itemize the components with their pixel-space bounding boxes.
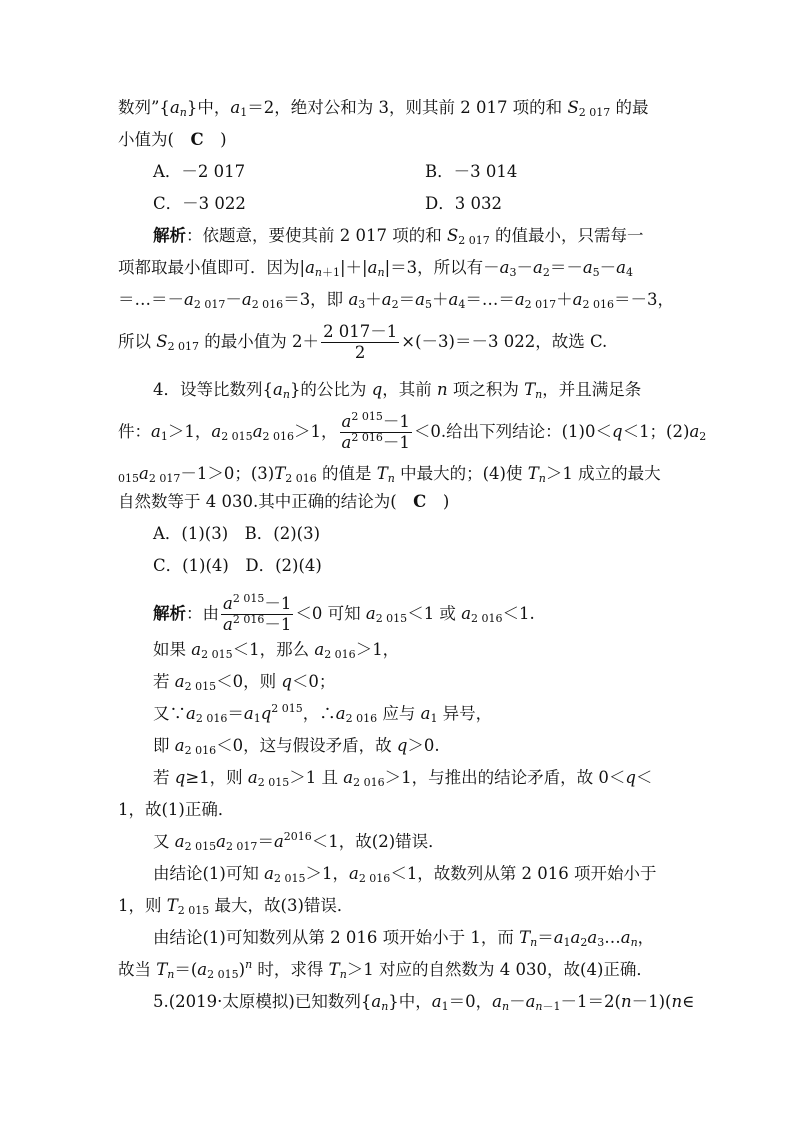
- sol4-line-6: 若 q≥1，则 $a_{2 015}>1$ 且 $a_{2 016}>1$，与推出的结论矛盾，故 0＜q＜: [153, 768, 653, 789]
- sol4-line-10: 1，则 $T_{2 015}$ 最大，故(3)错误．: [118, 896, 354, 917]
- q4-choices-ab: A．(1)(3) B．(2)(3): [153, 524, 321, 543]
- choice-c: C．－3 022: [153, 194, 246, 213]
- q4-line-1: 4．设等比数列$\{a_n\}$的公比为 q，其前 n 项之积为 $T_n$，并且满足条: [153, 380, 642, 401]
- sol4-line-11: 由结论(1)可知数列从第 2 016 项开始小于 1，而 $T_n=a_1a_2a_3\dots a_n$，: [153, 928, 655, 949]
- sol4-line-7: 1，故(1)正确．: [118, 800, 235, 819]
- sol4-line-9: 由结论(1)可知 $a_{2 015}>1$，$a_{2 016}<1$，故数列从第 2 016 项开始小于: [153, 864, 657, 885]
- q4-line-3: $_{015}a_{2 017}-1>0$；$(3)T_{2 016}$ 的值是 $T_n$ 中最大的；(4)使 $T_n>1$ 成立的最大: [118, 464, 661, 485]
- sol3-line-4: 所以 $S_{2 017}$ 的最小值为 2＋ $\frac{2 017-1}{2}$ ×(－3)＝－3 022，故选 C.: [118, 322, 608, 362]
- q3-line-2: 小值为( C ): [118, 130, 227, 149]
- sol4-line-8: 又 $a_{2 015}a_{2 017}=a^{2016}<1$，故(2)错误．: [153, 830, 445, 853]
- sol-fraction: $\frac{a^{2 015}-1}{a^{2 016}-1}$: [223, 592, 292, 634]
- q4-line-2: 件：$a_1>1$，$a_{2 015}a_{2 016}>1$， $\frac{a^{2 015}-1}{a^{2 016}-1}$ ＜0.给出下列结论：(1)0＜q＜1；$(2)a_2$: [118, 410, 707, 452]
- sol4-line-5: 即 $a_{2 016}<0$，这与假设矛盾，故 q＞0.: [153, 736, 440, 757]
- sol3-text: ：依题意，要使其前 2 017 项的和: [186, 226, 442, 245]
- q5-line-1: 5.(2019·太原模拟)已知数列$\{a_n\}$中，$a_1=0$，$a_n-a_{n-1}-1=2(n-1)(n\in$: [153, 992, 695, 1013]
- sol4-line-2: 如果 $a_{2 015}<1$，那么 $a_{2 016}>1$，: [153, 640, 400, 661]
- choice-b: B．－3 014: [425, 162, 518, 181]
- q4-choices-cd: C．(1)(4) D．(2)(4): [153, 556, 322, 575]
- choice-d: D．3 032: [425, 194, 502, 213]
- sol3-line-2: 项都取最小值即可．因为$|a_{n+1}|+|a_n|=3$，所以有$-a_3-a_2=-a_5-a_4$: [118, 258, 633, 279]
- sol4-line-1: 解析：由 $\frac{a^{2 015}-1}{a^{2 016}-1}$ ＜0 可知 $a_{2 015}<1$ 或 $a_{2 016}<1$.: [153, 592, 535, 634]
- solution-label: 解析: [153, 226, 186, 245]
- fraction-denominator: 2: [354, 343, 366, 362]
- condition-fraction: $\frac{a^{2 015}-1}{a^{2 016}-1}$: [341, 410, 410, 452]
- q4-line-4: 自然数等于 4 030.其中正确的结论为( C ): [118, 492, 450, 511]
- sol3-line-1: 解析：依题意，要使其前 2 017 项的和 $S_{2 017}$ 的值最小，只需每一: [153, 226, 644, 247]
- q3-line-1: 数列$”\{a_n\}$中，$a_1=2$，绝对公和为 3，则其前 2 017 项的和 $S_{2 017}$ 的最: [118, 98, 649, 119]
- choice-a: A．－2 017: [153, 162, 246, 181]
- fraction: [321, 322, 399, 363]
- sol3-line-3: $=\dots=-a_{2 017}-a_{2 016}=3$，即 $a_3+a_2=a_5+a_4=\dots=a_{2 017}+a_{2 016}=-3$，: [118, 290, 674, 311]
- sol4-line-4: 又$\because a_{2 016}=a_1q^{2 015}$，$\therefore a_{2 016}$ 应与 $a_1$ 异号，: [153, 702, 493, 725]
- solution-label-4: 解析: [153, 604, 186, 623]
- sol4-line-12: 故当 $T_n=(a_{2 015})^n$ 时，求得 $T_n>1$ 对应的自然数为 4 030，故(4)正确．: [118, 958, 653, 981]
- sol4-line-3: 若 $a_{2 015}<0$，则 q＜0；: [153, 672, 336, 693]
- fraction-numerator: 2 017－1: [323, 322, 398, 341]
